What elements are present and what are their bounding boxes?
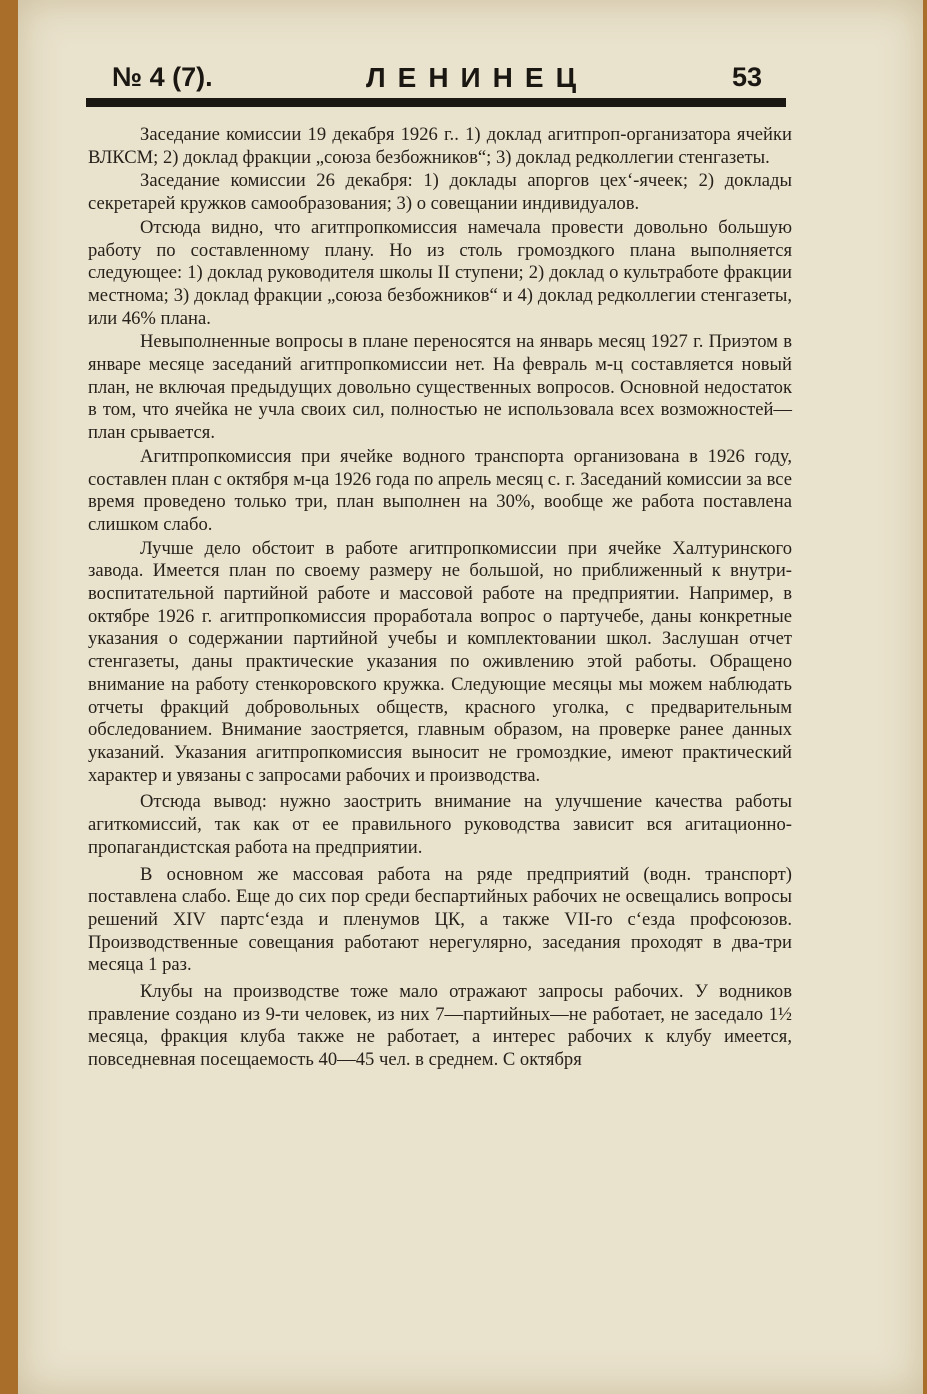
paragraph: В основном же массовая работа на ряде предприятий (водн. транспорт) поставлена слабо. Еще до сих пор среди беспартийных рабочих не освещались вопросы решений XIV партс‘езда и пленумов ЦК, а также VII-го с‘езда профсоюзов. Производственные совещания работают нерегулярно, заседания проходят в два-три месяца 1 раз. xyxy=(88,863,792,976)
paragraph: Заседание комиссии 19 декабря 1926 г.. 1) доклад агитпроп-организатора ячейки ВЛКСМ; 2) доклад фракции „союза безбожников“; 3) доклад редколлегии стенгазеты. xyxy=(88,124,792,168)
issue-number: № 4 (7). xyxy=(112,62,213,92)
paragraph: Заседание комиссии 26 декабря: 1) доклады апоргов цех‘-ячеек; 2) доклады секретарей кружков самообразования; 3) о совещании индивидуалов. xyxy=(88,170,792,215)
journal-title: ЛЕНИНЕЦ xyxy=(366,62,589,93)
page xyxy=(18,0,923,1394)
paragraph: Лучше дело обстоит в работе агитпропкомиссии при ячейке Халтуринского завода. Имеется план по своему размеру не большой, но приближенный к внутри-воспитательной партийной работе и массовой работе на предприятии. Например, в октябре 1926 г. агитпропкомиссия проработала вопрос о партучебе, даны конкретные указания о содержании партийной учебы и комплектовании школ. Заслушан отчет стенгазеты, даны практические указания по оживлению этой работы. Обращено внимание на работу стенкоровского кружка. Следующие месяцы мы можем наблюдать отчеты фракций добровольных обществ, красного уголка, с предварительным обследованием. Внимание заостряется, главным образом, на проверке ранее данных указаний. Указания агитпропкомиссия выносит не громоздкие, имеют практический характер и увязаны с запросами рабочих и производства. xyxy=(88,537,792,786)
paragraph: Клубы на производстве тоже мало отражают запросы рабочих. У водников правление создано из 9-ти человек, из них 7—партийных—не работает, не заседало 1½ месяца, фракция клуба также не работает, а интерес рабочих к клубу имеется, повседневная посещаемость 40—45 чел. в среднем. С октября xyxy=(88,981,792,1071)
paragraph: Отсюда видно, что агитпропкомиссия намечала провести довольно большую работу по составленному плану. Но из столь громоздкого плана выполняется следующее: 1) доклад руководителя школы II ступени; 2) доклад о культработе фракции местнома; 3) доклад фракции „союза безбожников“ и 4) доклад редколлегии стенгазеты, или 46% плана. xyxy=(88,216,792,329)
page-header xyxy=(86,58,786,98)
article-body xyxy=(88,124,792,1073)
page-number: 53 xyxy=(731,62,762,92)
paragraph: Агитпропкомиссия при ячейке водного транспорта организована в 1926 году, составлен план с октября м-ца 1926 года по апрель месяц с. г. Заседаний комиссии за все время проведено только три, план выполнен на 30%, вообще же работа поставлена слишком слабо. xyxy=(88,445,792,535)
header-rule xyxy=(86,98,786,107)
paragraph: Невыполненные вопросы в плане переносятся на январь месяц 1927 г. Приэтом в январе месяце заседаний агитпропкомиссии нет. На февраль м-ц составляется новый план, не включая предыдущих довольно существенных вопросов. Основной недостаток в том, что ячейка не учла своих сил, полностью не использовала всех возможностей—план срывается. xyxy=(88,331,792,444)
paragraph: Отсюда вывод: нужно заострить внимание на улучшение качества работы агиткомиссий, так как от ее правильного руководства зависит вся агитационно-пропагандистская работа на предприятии. xyxy=(88,791,792,858)
